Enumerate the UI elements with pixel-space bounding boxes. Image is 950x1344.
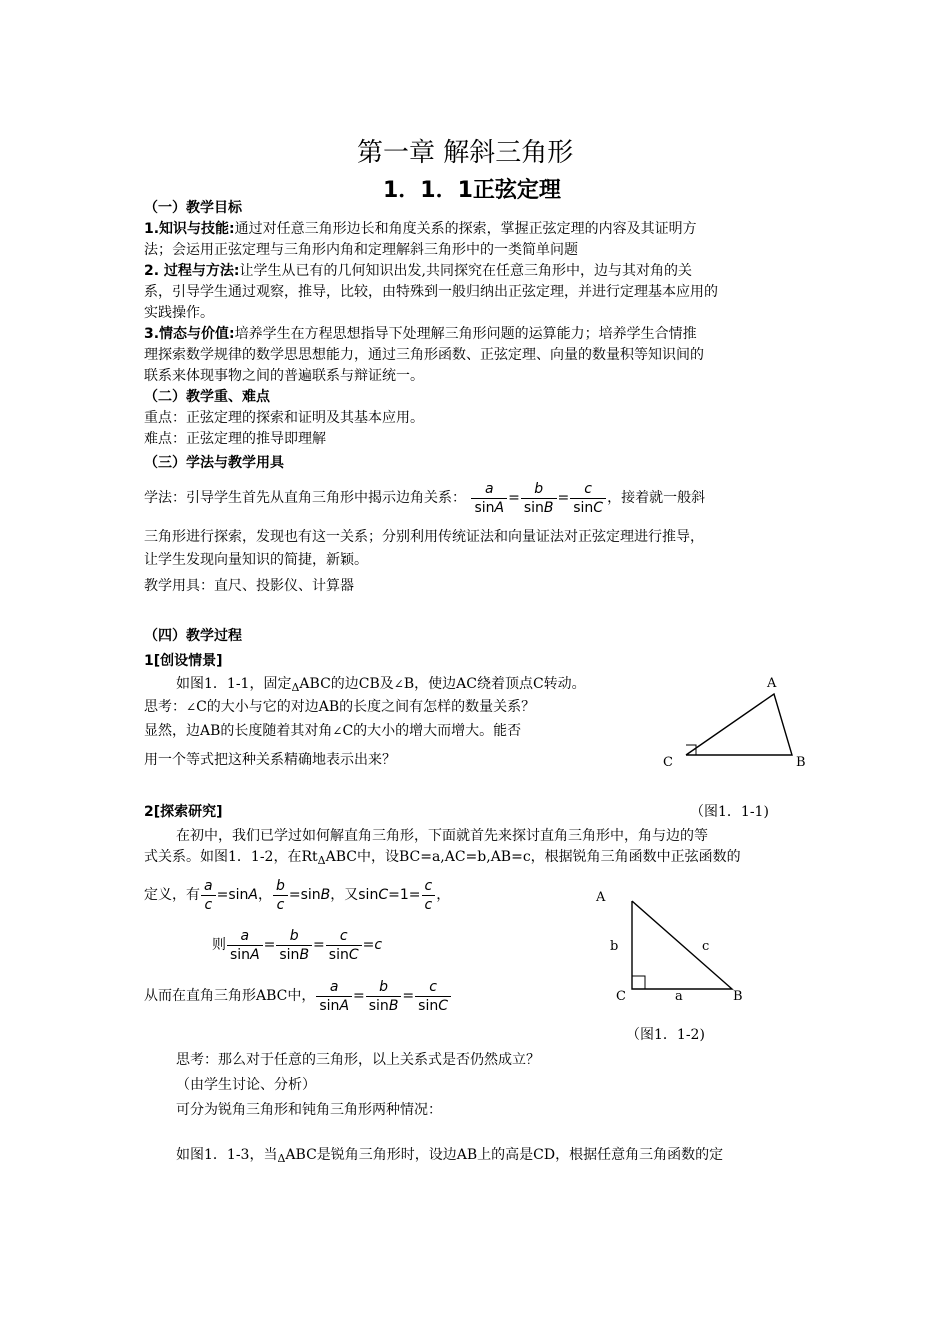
angle-letter: A xyxy=(248,887,258,903)
last-line xyxy=(176,1145,723,1169)
sin-text: sin xyxy=(368,998,389,1014)
keypoints-key: 重点：正弦定理的探索和证明及其基本应用。 xyxy=(144,410,424,426)
goals-item3-text1: 培养学生在方程思想指导下处理解三角形问题的运算能力；培养学生合情推 xyxy=(234,326,697,342)
denominator xyxy=(201,896,216,914)
cases-line: 可分为锐角三角形和钝角三角形两种情况： xyxy=(176,1102,442,1118)
section1-line1 xyxy=(176,674,586,698)
sin-text: sin xyxy=(300,887,321,903)
denominator xyxy=(471,499,507,517)
denominator xyxy=(273,896,288,914)
vertex-C: C xyxy=(616,989,626,1004)
methods-line1-prefix: 学法：引导学生首先从直角三角形中揭示边角关系： xyxy=(144,490,466,506)
think-line: 思考：那么对于任意的三角形，以上关系式是否仍然成立？ xyxy=(176,1052,540,1068)
numerator: c xyxy=(326,927,362,946)
fraction-b-sinB xyxy=(366,978,402,1015)
triangle-symbol: Δ xyxy=(291,681,300,694)
equals-sign: = xyxy=(313,937,325,953)
right-angle-mark xyxy=(632,976,645,989)
section1-heading: 1[创设情景] xyxy=(144,653,223,669)
text: 式关系。如图1．1-2，在Rt xyxy=(144,849,318,865)
angle-symbol: ∠ xyxy=(186,700,197,714)
methods-heading: （三）学法与教学用具 xyxy=(144,455,284,471)
angle-symbol: ∠ xyxy=(393,677,404,691)
section-title: 1．1．1正弦定理 xyxy=(383,178,561,203)
section1-line2 xyxy=(144,697,535,718)
text: 思考： xyxy=(144,699,186,715)
equals-sign: = xyxy=(353,988,365,1004)
letter: c xyxy=(424,897,433,913)
sin-text: sin xyxy=(573,500,594,516)
equals-sign: = xyxy=(216,887,229,903)
angle-letter: C xyxy=(378,887,389,903)
section2-line3 xyxy=(144,877,450,914)
denominator xyxy=(366,997,402,1015)
text: 则 xyxy=(212,937,226,953)
denominator xyxy=(415,997,451,1015)
goals-item1-line1 xyxy=(144,219,697,240)
equals-sign: = xyxy=(263,937,276,953)
numerator: a xyxy=(201,877,216,896)
denominator xyxy=(422,896,436,914)
denominator xyxy=(521,499,557,517)
sin-text: sin xyxy=(279,947,300,963)
vertex-A: A xyxy=(596,890,606,905)
fraction-a-sinA xyxy=(316,978,352,1015)
fraction-b-c xyxy=(273,877,288,914)
angle-letter: B xyxy=(388,998,399,1014)
vertex-A: A xyxy=(767,676,777,691)
fraction-c-sinC xyxy=(326,927,362,964)
text: C的大小与它的对边AB的长度之间有怎样的数量关系？ xyxy=(196,699,536,715)
denominator xyxy=(326,946,362,964)
fraction-c-c xyxy=(422,877,436,914)
keypoints-heading: （二）教学重、难点 xyxy=(144,389,270,405)
fraction-a-sinA xyxy=(227,927,263,964)
angle-letter: B xyxy=(299,947,310,963)
equals-sign: = xyxy=(388,887,400,903)
goals-item3-line3: 联系来体现事物之间的普遍联系与辩证统一。 xyxy=(144,368,424,384)
numerator: a xyxy=(471,480,507,499)
triangle-shape xyxy=(632,901,732,989)
fraction-a-sinA xyxy=(471,480,507,517)
denominator xyxy=(276,946,312,964)
section2-heading: 2[探索研究] xyxy=(144,804,223,820)
section2-line1: 在初中，我们已学过如何解直角三角形，下面就首先来探讨直角三角形中，角与边的等 xyxy=(176,828,708,844)
goals-item2-line3: 实践操作。 xyxy=(144,305,214,321)
denominator xyxy=(570,499,606,517)
text: ，又 xyxy=(330,887,359,903)
goals-item2-line1 xyxy=(144,261,692,282)
text: 定义，有 xyxy=(144,887,200,903)
letter-c: c xyxy=(374,937,383,953)
text: 显然，边AB的长度随着其对角 xyxy=(144,723,333,739)
angle-letter: B xyxy=(320,887,331,903)
side-c: c xyxy=(702,939,710,954)
text: ABC的边CB及 xyxy=(299,676,394,692)
triangle-symbol: Δ xyxy=(277,1152,286,1165)
figure-1-2-caption: （图1．1-2) xyxy=(626,1027,705,1043)
sin-text: sin xyxy=(230,947,251,963)
angle-letter: A xyxy=(494,500,505,516)
sin-text: sin xyxy=(523,500,544,516)
angle-letter: A xyxy=(339,998,350,1014)
equals-sign: = xyxy=(408,887,421,903)
one: 1 xyxy=(399,887,409,903)
text: ABC是锐角三角形时，设边AB上的高是CD，根据任意角三角函数的定 xyxy=(285,1147,724,1163)
letter: c xyxy=(204,897,213,913)
numerator: b xyxy=(366,978,402,997)
section2-line2 xyxy=(144,847,741,871)
methods-line3: 让学生发现向量知识的简捷，新颖。 xyxy=(144,552,368,568)
side-b: b xyxy=(610,939,619,954)
discuss-line: （由学生讨论、分析） xyxy=(176,1077,316,1093)
fraction-b-sinB xyxy=(521,480,557,517)
goals-item1-label: 1.知识与技能: xyxy=(144,221,235,237)
numerator: a xyxy=(316,978,352,997)
text: ， xyxy=(436,887,451,903)
methods-line1 xyxy=(144,480,705,517)
triangle-symbol: Δ xyxy=(317,854,326,867)
goals-item3-line1 xyxy=(144,324,697,345)
denominator xyxy=(227,946,263,964)
section2-line5 xyxy=(144,978,452,1015)
figure-1-1-caption: （图1．1-1) xyxy=(690,804,769,820)
equals-sign: = xyxy=(557,490,570,506)
text: 如图1．1-3，当 xyxy=(176,1147,278,1163)
vertex-B: B xyxy=(796,755,806,770)
text: C的大小的增大而增大。能否 xyxy=(342,723,522,739)
sin-text: sin xyxy=(474,500,495,516)
text: ， xyxy=(257,887,272,903)
fraction-c-sinC xyxy=(415,978,451,1015)
text: 从而在直角三角形ABC中， xyxy=(144,988,316,1004)
equals-sign: = xyxy=(402,988,415,1004)
angle-letter: B xyxy=(543,500,554,516)
section1-line3 xyxy=(144,721,521,742)
goals-item2-label: 2. 过程与方法: xyxy=(144,263,240,279)
fraction-b-sinB xyxy=(276,927,312,964)
goals-item2-text1: 让学生从已有的几何知识出发,共同探究在任意三角形中，边与其对角的关 xyxy=(239,263,692,279)
section2-line4 xyxy=(212,927,382,964)
numerator: c xyxy=(422,877,436,896)
angle-letter: C xyxy=(438,998,448,1014)
goals-item3-label: 3.情态与价值: xyxy=(144,326,235,342)
goals-item1-line2: 法；会运用正弦定理与三角形内角和定理解斜三角形中的一类简单问题 xyxy=(144,242,578,258)
methods-tools: 教学用具：直尺、投影仪、计算器 xyxy=(144,578,354,594)
angle-letter: C xyxy=(593,500,604,516)
numerator: c xyxy=(415,978,451,997)
process-heading: （四）教学过程 xyxy=(144,628,242,644)
fraction-a-c xyxy=(201,877,216,914)
section1-line4: 用一个等式把这种关系精确地表示出来？ xyxy=(144,752,396,768)
sin-text: sin xyxy=(418,998,439,1014)
letter: c xyxy=(276,897,285,913)
numerator: c xyxy=(570,480,606,499)
numerator: b xyxy=(276,927,312,946)
methods-line1-suffix: ，接着就一般斜 xyxy=(607,490,706,506)
methods-line2: 三角形进行探索，发现也有这一关系；分别利用传统证法和向量证法对正弦定理进行推导， xyxy=(144,529,704,545)
denominator xyxy=(316,997,352,1015)
goals-item1-text1: 通过对任意三角形边长和角度关系的探索，掌握正弦定理的内容及其证明方 xyxy=(234,221,697,237)
fraction-c-sinC xyxy=(570,480,606,517)
side-a: a xyxy=(675,989,683,1004)
numerator: b xyxy=(273,877,288,896)
goals-item3-line2: 理探索数学规律的数学思思想能力，通过三角形函数、正弦定理、向量的数量积等知识间的 xyxy=(144,347,704,363)
sin-text: sin xyxy=(358,887,379,903)
sin-text: sin xyxy=(319,998,340,1014)
equals-sign: = xyxy=(362,937,375,953)
page-title: 第一章 解斜三角形 xyxy=(357,138,574,168)
angle-letter: A xyxy=(250,947,260,963)
numerator: a xyxy=(227,927,263,946)
figure-1-2 xyxy=(590,885,760,1010)
text: 如图1．1-1，固定 xyxy=(176,676,292,692)
keypoints-difficult: 难点：正弦定理的推导即理解 xyxy=(144,431,326,447)
numerator: b xyxy=(521,480,557,499)
text: ABC中，设BC=a,AC=b,AB=c，根据锐角三角函数中正弦函数的 xyxy=(325,849,741,865)
text: B，使边AC绕着顶点C转动。 xyxy=(403,676,586,692)
angle-symbol: ∠ xyxy=(332,724,343,738)
equals-sign: = xyxy=(288,887,301,903)
equals-sign: = xyxy=(508,490,520,506)
triangle-shape xyxy=(686,694,792,755)
goals-heading: （一）教学目标 xyxy=(144,200,242,216)
goals-item2-line2: 系，引导学生通过观察，推导，比较，由特殊到一般归纳出正弦定理，并进行定理基本应用的 xyxy=(144,284,718,300)
vertex-C: C xyxy=(663,755,673,770)
angle-letter: C xyxy=(348,947,359,963)
sin-text: sin xyxy=(328,947,349,963)
vertex-B: B xyxy=(733,989,743,1004)
sin-text: sin xyxy=(228,887,249,903)
figure-1-1 xyxy=(660,670,810,770)
